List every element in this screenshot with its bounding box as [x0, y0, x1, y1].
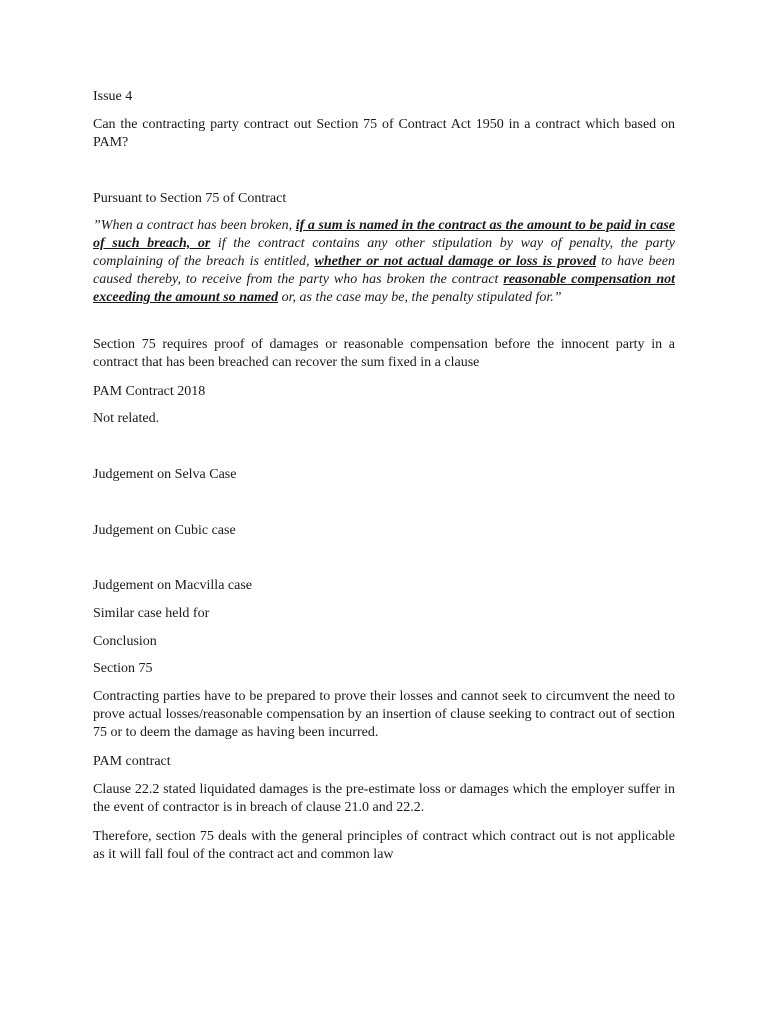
section75-conclusion: Contracting parties have to be prepared to prove their losses and cannot seek to circumvent the need to prove actual losses/reasonable compensation by an insertion of clause seeking to contract out of section 75 or to deem the damage as having been incurred.: [93, 689, 675, 740]
not-related-text: Not related.: [93, 411, 160, 426]
quote-text-4: or, as the case may be, the penalty stipulated for.”: [278, 290, 562, 305]
conclusion-heading: Conclusion: [93, 634, 157, 649]
quote-text-2: if the contract contains any other stipulation by way of penalty, the party complaining of the breach is entitled,: [93, 236, 675, 269]
quote-emphasis-damage-proved: whether or not actual damage or loss is proved: [314, 254, 597, 269]
judgement-macvilla-heading: Judgement on Macvilla case: [93, 578, 253, 593]
section75-heading: Section 75: [93, 661, 153, 676]
judgement-cubic-heading: Judgement on Cubic case: [93, 523, 236, 538]
quote-text-1: ”When a contract has been broken,: [93, 218, 296, 233]
similar-case-text: Similar case held for: [93, 606, 210, 621]
judgement-selva-heading: Judgement on Selva Case: [93, 467, 237, 482]
pam-contract-heading: PAM contract: [93, 754, 171, 769]
quote-emphasis-reasonable-compensation: reasonable compensation not exceeding the amount so named: [93, 272, 676, 305]
clause-22-2-text: Clause 22.2 stated liquidated damages is the pre-estimate loss or damages which the employer suffer in the event of contractor is in breach of clause 21.0 and 22.2.: [93, 782, 675, 815]
quote-text-3: to have been caused thereby, to receive from the party who has broken the contract: [93, 254, 675, 287]
pam-contract-2018-heading: PAM Contract 2018: [93, 384, 206, 399]
section75-quote: [93, 217, 675, 307]
issue-title: Issue 4: [93, 89, 133, 104]
issue-question: Can the contracting party contract out Section 75 of Contract Act 1950 in a contract which based on PAM?: [93, 117, 675, 150]
quote-emphasis-sum-named: if a sum is named in the contract as the amount to be paid in case of such breach, or: [93, 218, 675, 251]
pursuant-heading: Pursuant to Section 75 of Contract: [93, 191, 287, 206]
therefore-text: Therefore, section 75 deals with the general principles of contract which contract out is not applicable as it will fall foul of the contract act and common law: [93, 829, 675, 862]
section75-requirement: Section 75 requires proof of damages or reasonable compensation before the innocent party in a contract that has been breached can recover the sum fixed in a clause: [93, 337, 675, 370]
